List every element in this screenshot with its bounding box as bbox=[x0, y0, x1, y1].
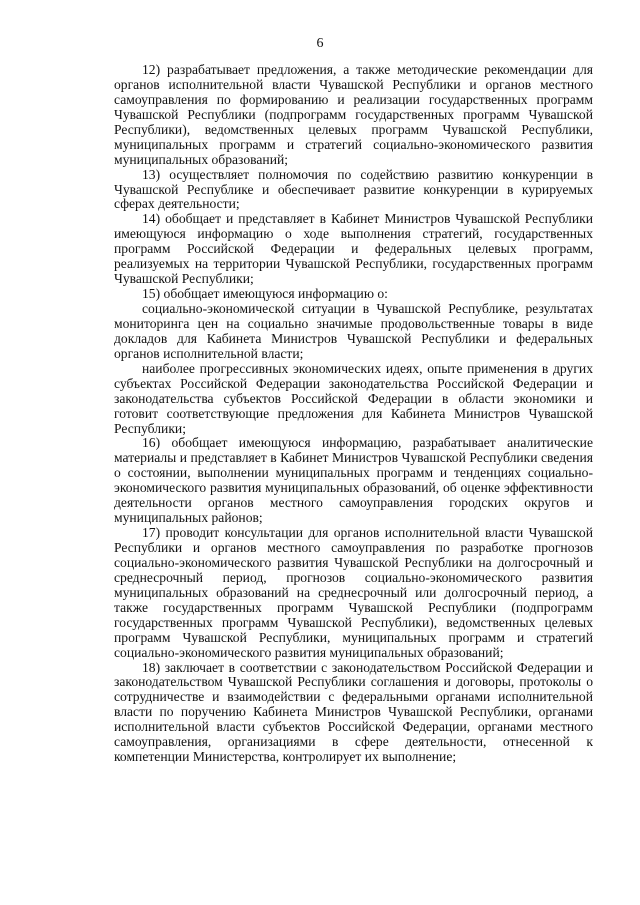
paragraph-item-17: 17) проводит консультации для органов исполнительной власти Чувашской Республики и органов местного самоуправления по разработке прогнозов социально-экономического развития Чувашской Республики на долгосрочный и среднесрочный период, прогнозов социально-экономического развития муниципальных образований на среднесрочный или долгосрочный период, а также государственных программ Чувашской Республики (подпрограмм государственных программ Чувашской Республики), ведомственных целевых программ Чувашской Республики, муниципальных программ и стратегий социально-экономического развития муниципальных образований; bbox=[114, 525, 593, 660]
paragraph-item-15: 15) обобщает имеющуюся информацию о: bbox=[142, 286, 388, 302]
paragraph-item-13: 13) осуществляет полномочия по содействию развитию конкуренции в Чувашской Республике и обеспечивает развитие конкуренции в курируемых сферах деятельности; bbox=[114, 166, 593, 212]
paragraph-item-14: 14) обобщает и представляет в Кабинет Министров Чувашской Республики имеющуюся информацию о ходе выполнения стратегий, государственных программ Российской Федерации и федеральных целевых программ, реализуемых на территории Чувашской Республики, государственных программ Чувашской Республики; bbox=[114, 211, 593, 287]
paragraph-item-15-sub-2: наиболее прогрессивных экономических идеях, опыте применения в других субъектах Российской Федерации законодательства Российской Федерации и законодательства субъектов Российской Федерации в области экономики и готовит соответствующие предложения для Кабинета Министров Чувашской Республики; bbox=[114, 360, 593, 436]
paragraph-item-18: 18) заключает в соответствии с законодательством Российской Федерации и законодательством Чувашской Республики соглашения и договоры, протоколы о сотрудничестве и взаимодействии с федеральными органами исполнительной власти по поручению Кабинета Министров Чувашской Республики, органами исполнительной власти субъектов Российской Федерации, органами местного самоуправления, организациями в сфере деятельности, отнесенной к компетенции Министерства, контролирует их выполнение; bbox=[114, 659, 593, 765]
page-number: 6 bbox=[316, 36, 324, 51]
paragraph-item-12: 12) разрабатывает предложения, а также методические рекомендации для органов исполнительной власти Чувашской Республики и органов местного самоуправления по формированию и реализации государственных программ Чувашской Республики (подпрограмм государственных программ Чувашской Республики), ведомственных целевых программ Чувашской Республики, муниципальных программ и стратегий социально-экономического развития муниципальных образований; bbox=[114, 62, 593, 167]
document-body bbox=[114, 63, 593, 765]
paragraph-item-15-sub-1: социально-экономической ситуации в Чувашской Республике, результатах мониторинга цен на социально значимые продовольственные товары в виде докладов для Кабинета Министров Чувашской Республики и федеральных органов исполнительной власти; bbox=[114, 301, 593, 361]
paragraph-item-16: 16) обобщает имеющуюся информацию, разрабатывает аналитические материалы и представляет в Кабинет Министров Чувашской Республики сведения о состоянии, выполнении муниципальных программ и тенденциях социально-экономического развития муниципальных образований, об оценке эффективности деятельности органов местного самоуправления городских округов и муниципальных районов; bbox=[114, 435, 593, 526]
